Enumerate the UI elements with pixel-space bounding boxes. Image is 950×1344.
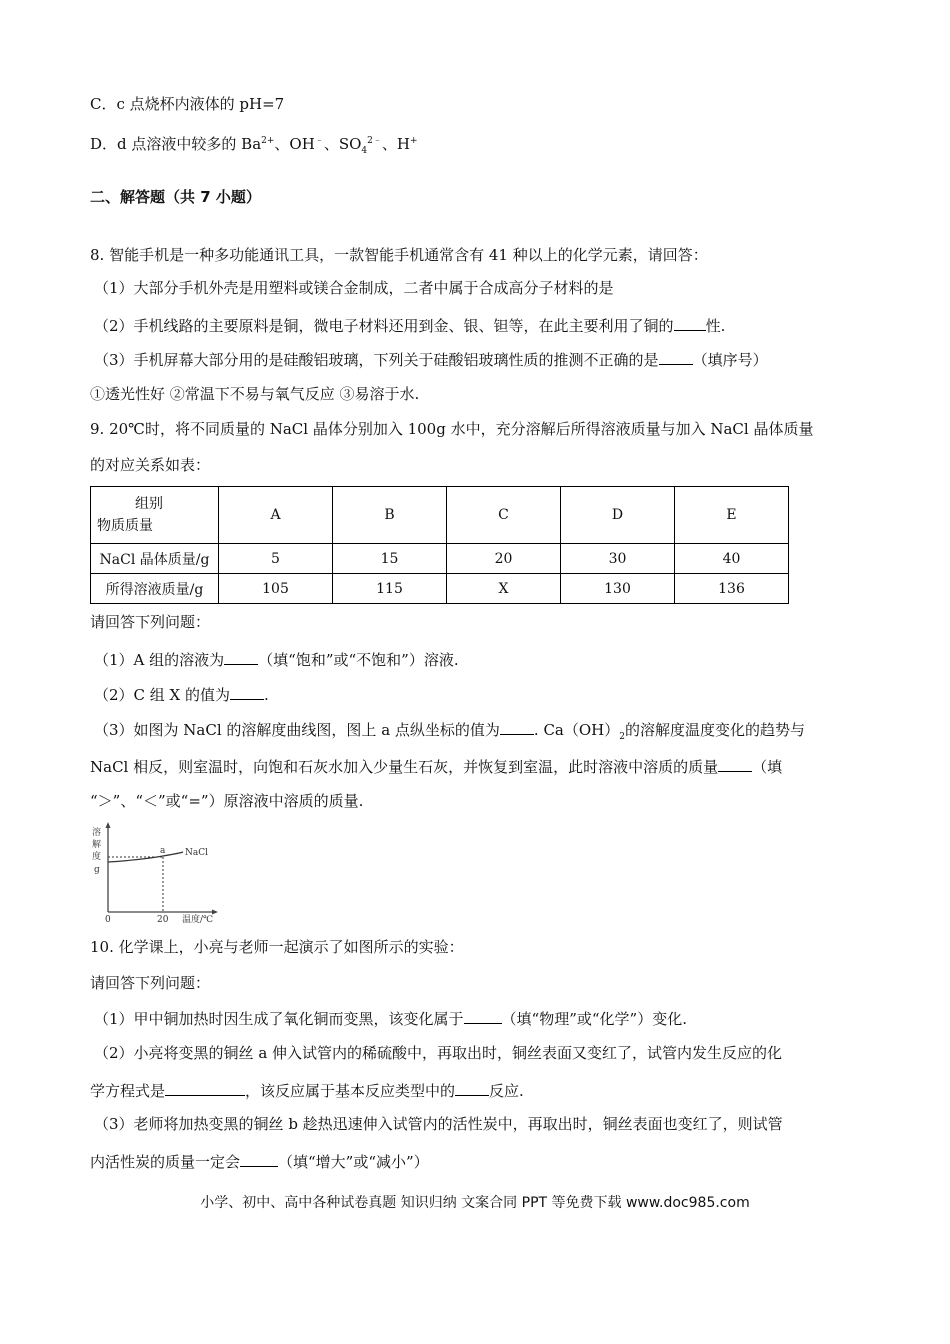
answer-blank[interactable] xyxy=(240,1150,278,1167)
page-footer: 小学、初中、高中各种试卷真题 知识归纳 文案合同 PPT 等免费下载 www.doc985.com xyxy=(200,1195,750,1211)
table-cell: 105 xyxy=(219,574,333,604)
table-row xyxy=(91,574,789,604)
solubility-curve-figure xyxy=(90,820,222,924)
y-axis-label-char: 解 xyxy=(92,840,102,850)
q10-part1: （1）甲中铜加热时因生成了氧化铜而变黑，该变化属于 （填“物理”或“化学”）变化. xyxy=(94,1007,687,1029)
option-d: D．d 点溶液中较多的 $Ba^{2+}$、OH﹣、$SO_4^{2﹣}$、H+ xyxy=(90,135,418,156)
q10-ask: 请回答下列问题： xyxy=(90,974,211,992)
column-header: C xyxy=(447,487,561,544)
table-cell: 20 xyxy=(447,544,561,574)
q10-part2-line1: （2）小亮将变黑的铜丝 a 伸入试管内的稀硫酸中，再取出时，铜丝表面又变红了，试管内发生反应的化 xyxy=(94,1044,783,1062)
q9-ask: 请回答下列问题： xyxy=(90,613,211,631)
column-header: E xyxy=(675,487,789,544)
q8-part1: （1）大部分手机外壳是用塑料或镁合金制成，二者中属于合成高分子材料的是 xyxy=(94,279,614,297)
q9-stem-2: 的对应关系如表： xyxy=(90,456,211,474)
q9-part3-line2: NaCl 相反，则室温时，向饱和石灰水加入少量生石灰，并恢复到室温，此时溶液中溶质的质量 （填 xyxy=(90,755,782,777)
table-cell: 30 xyxy=(561,544,675,574)
x-axis-arrow xyxy=(212,910,218,915)
q10-stem: 10. 化学课上，小亮与老师一起演示了如图所示的实验： xyxy=(90,938,464,956)
q9-part1: （1）A 组的溶液为 （填“饱和”或“不饱和”）溶液. xyxy=(94,648,459,670)
answer-blank[interactable] xyxy=(230,683,264,700)
y-axis-label-char: g xyxy=(94,865,100,875)
y-axis-label-char: 溶 xyxy=(92,828,102,838)
answer-blank[interactable] xyxy=(464,1007,502,1024)
table-cell: 130 xyxy=(561,574,675,604)
q8-part2: （2）手机线路的主要原料是铜，微电子材料还用到金、银、钽等，在此主要利用了铜的 性. xyxy=(94,314,725,336)
answer-blank[interactable] xyxy=(674,314,706,331)
option-c: C．c 点烧杯内液体的 pH=7 xyxy=(90,95,285,113)
curve-label: NaCl xyxy=(185,848,209,858)
q9-stem-1: 9. 20℃时，将不同质量的 NaCl 晶体分别加入 100g 水中，充分溶解后所得溶液质量与加入 NaCl 晶体质量 xyxy=(90,420,814,438)
table-cell: 15 xyxy=(333,544,447,574)
point-a-label: a xyxy=(160,846,166,856)
y-axis-label-char: 度 xyxy=(92,852,102,862)
row-label: NaCl 晶体质量/g xyxy=(91,544,219,574)
answer-blank[interactable] xyxy=(165,1079,245,1096)
answer-blank[interactable] xyxy=(224,648,258,665)
table-cell: 136 xyxy=(675,574,789,604)
column-header: B xyxy=(333,487,447,544)
q9-part3-line3: “＞”、“＜”或“=”）原溶液中溶质的质量. xyxy=(90,792,364,810)
table-cell: X xyxy=(447,574,561,604)
table-row xyxy=(91,544,789,574)
q10-part3-line2: 内活性炭的质量一定会 （填“增大”或“减小”） xyxy=(90,1150,429,1172)
table-cell: 40 xyxy=(675,544,789,574)
q10-part2-line2: 学方程式是 ，该反应属于基本反应类型中的 反应. xyxy=(90,1079,524,1101)
q10-part3-line1: （3）老师将加热变黑的铜丝 b 趁热迅速伸入试管内的活性炭中，再取出时，铜丝表面也变红了，则试管 xyxy=(94,1115,783,1133)
table-cell: 5 xyxy=(219,544,333,574)
q8-choices: ①透光性好 ②常温下不易与氧气反应 ③易溶于水. xyxy=(90,385,420,403)
q9-part3-line1: （3）如图为 NaCl 的溶解度曲线图，图上 a 点纵坐标的值为 . $Ca(OH)_2$的溶解度温度变化的趋势与 xyxy=(94,718,805,747)
q8-part3: （3）手机屏幕大部分用的是硅酸铝玻璃，下列关于硅酸铝玻璃性质的推测不正确的是 （填序号） xyxy=(94,348,768,370)
q8-stem: 8. 智能手机是一种多功能通讯工具，一款智能手机通常含有 41 种以上的化学元素，请回答： xyxy=(90,246,708,264)
y-axis-arrow xyxy=(106,822,111,828)
answer-blank[interactable] xyxy=(500,718,534,735)
q9-part2: （2）C 组 X 的值为 . xyxy=(94,683,269,705)
section-title: 二、解答题（共 7 小题） xyxy=(90,188,261,206)
x-axis-label: 温度/℃ xyxy=(182,915,214,924)
table-header-cell: 组别 物质质量 xyxy=(91,487,219,544)
row-label: 所得溶液质量/g xyxy=(91,574,219,604)
answer-blank[interactable] xyxy=(718,755,752,772)
answer-blank[interactable] xyxy=(659,348,693,365)
column-header: A xyxy=(219,487,333,544)
table-cell: 115 xyxy=(333,574,447,604)
column-header: D xyxy=(561,487,675,544)
x-origin-label: 0 xyxy=(105,915,111,924)
answer-blank[interactable] xyxy=(455,1079,489,1096)
x-tick-label: 20 xyxy=(157,915,169,924)
q9-data-table xyxy=(90,486,789,604)
